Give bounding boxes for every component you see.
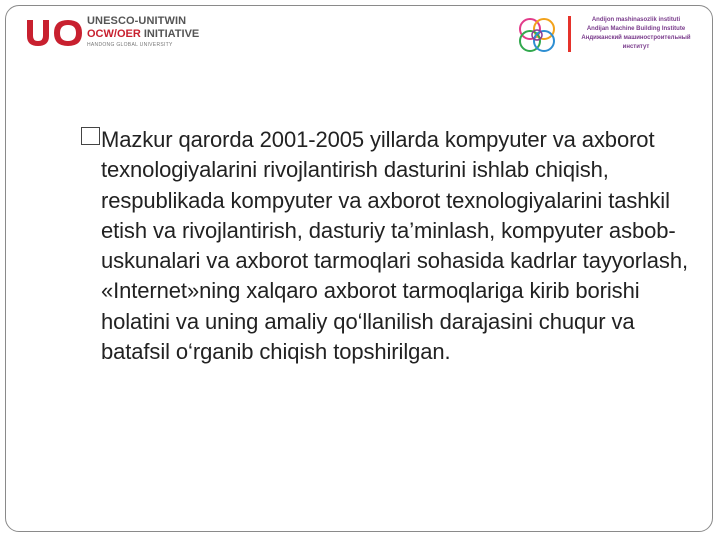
logo-left-initiative: INITIATIVE: [140, 28, 200, 40]
logo-right-line1: Andijon mashinasozlik instituti: [591, 17, 681, 23]
institute-emblem-icon: [512, 11, 566, 57]
logo-left-line3: HANDONG GLOBAL UNIVERSITY: [87, 42, 173, 48]
uo-logo-mark-icon: [24, 16, 84, 50]
andijan-institute-logo: [512, 11, 702, 57]
logo-right-line2: Andijan Machine Building Institute: [586, 26, 686, 32]
logo-right-divider: [568, 16, 571, 52]
paragraph-text: Mazkur qarorda 2001-2005 yillarda kompyuter va axborot texnologiyalarini rivojlantirish dasturini ishlab chiqish, respublikada kompyuter va axborot texnologiyalarini tashkil etish va rivojlantirish, dasturiy ta’minlash, kompyuter asbob-uskunalari va axborot tarmoqlari sohasida kadrlar tayyorlash, «Internet»ning xalqaro axborot tarmoqlariga kirib borishi holatini va uning amaliy qo‘llanilish darajasini chuqur va batafsil o‘rganib chiqish topshirilgan.: [101, 127, 688, 365]
main-paragraph: [81, 125, 691, 367]
logo-right-line3: Андижанский машиностроительный: [581, 35, 691, 41]
logo-left-line2: [87, 29, 199, 40]
logo-right-line4: институт: [622, 44, 650, 50]
logo-left-line1: UNESCO-UNITWIN: [87, 15, 187, 27]
unesco-unitwin-logo: [24, 14, 224, 56]
logo-left-ocw: OCW/OER: [87, 28, 141, 40]
missing-glyph-bullet-icon: [81, 127, 100, 145]
